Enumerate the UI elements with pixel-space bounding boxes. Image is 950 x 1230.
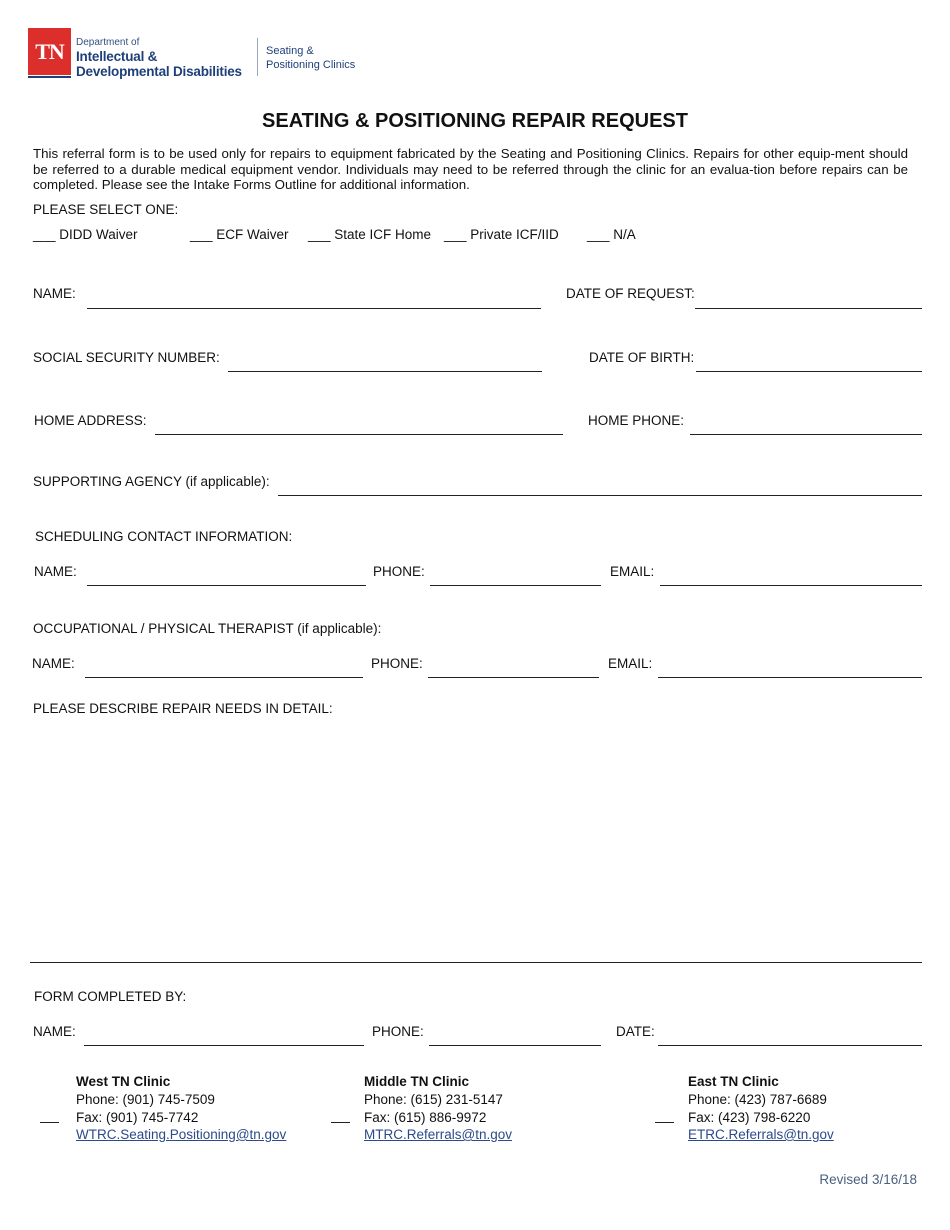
clinic-middle-name: Middle TN Clinic — [364, 1074, 470, 1089]
clinic-west-name: West TN Clinic — [76, 1074, 171, 1089]
logo-divider — [257, 38, 258, 76]
scheduling-name-label: NAME: — [34, 564, 77, 579]
completed-date-field[interactable] — [658, 1045, 922, 1046]
clinic-middle-email-link[interactable]: MTRC.Referrals@tn.gov — [364, 1127, 512, 1142]
home-address-label: HOME ADDRESS: — [34, 413, 147, 428]
department-label: Department of — [76, 37, 140, 48]
scheduling-email-label: EMAIL: — [610, 564, 655, 579]
scheduling-phone-field[interactable] — [430, 585, 601, 586]
clinic-east-name: East TN Clinic — [688, 1074, 779, 1089]
scheduling-contact-heading: SCHEDULING CONTACT INFORMATION: — [35, 529, 293, 544]
clinic-east-fax: Fax: (423) 798-6220 — [688, 1110, 811, 1125]
repair-needs-heading: PLEASE DESCRIBE REPAIR NEEDS IN DETAIL: — [33, 701, 333, 716]
clinic-west-email-link[interactable]: WTRC.Seating.Positioning@tn.gov — [76, 1127, 287, 1142]
therapist-email-field[interactable] — [658, 677, 922, 678]
home-address-field[interactable] — [155, 434, 563, 435]
name-label: NAME: — [33, 286, 76, 301]
revised-date: Revised 3/16/18 — [819, 1172, 917, 1187]
form-title: SEATING & POSITIONING REPAIR REQUEST — [262, 110, 688, 132]
ssn-label: SOCIAL SECURITY NUMBER: — [33, 350, 220, 365]
supporting-agency-label: SUPPORTING AGENCY (if applicable): — [33, 474, 270, 489]
scheduling-email-field[interactable] — [660, 585, 922, 586]
scheduling-name-field[interactable] — [87, 585, 366, 586]
select-one-label: PLEASE SELECT ONE: — [33, 202, 179, 217]
home-phone-label: HOME PHONE: — [588, 413, 685, 428]
clinic-east-checkmark-line[interactable] — [655, 1122, 674, 1123]
option-private-icf-iid[interactable]: ___ Private ICF/IID — [444, 227, 559, 242]
logo-underline — [28, 76, 71, 78]
date-of-birth-label: DATE OF BIRTH: — [589, 350, 695, 365]
tn-logo-badge: TN — [28, 28, 71, 75]
clinic-west-checkmark-line[interactable] — [40, 1122, 59, 1123]
clinic-east-email-link[interactable]: ETRC.Referrals@tn.gov — [688, 1127, 834, 1142]
department-name-line2: Developmental Disabilities — [76, 64, 242, 79]
therapist-email-label: EMAIL: — [608, 656, 653, 671]
repair-needs-bottom-line — [30, 962, 922, 963]
clinic-middle-fax: Fax: (615) 886-9972 — [364, 1110, 487, 1125]
completed-phone-field[interactable] — [429, 1045, 601, 1046]
therapist-heading: OCCUPATIONAL / PHYSICAL THERAPIST (if applicable): — [33, 621, 382, 636]
supporting-agency-field[interactable] — [278, 495, 922, 496]
clinic-west-fax: Fax: (901) 745-7742 — [76, 1110, 199, 1125]
clinic-name-line1: Seating & — [266, 45, 314, 57]
form-completed-by-heading: FORM COMPLETED BY: — [34, 989, 187, 1004]
clinic-west-phone: Phone: (901) 745-7509 — [76, 1092, 215, 1107]
option-didd-waiver[interactable]: ___ DIDD Waiver — [33, 227, 138, 242]
ssn-field[interactable] — [228, 371, 542, 372]
name-field[interactable] — [87, 308, 541, 309]
therapist-phone-label: PHONE: — [371, 656, 423, 671]
option-ecf-waiver[interactable]: ___ ECF Waiver — [190, 227, 289, 242]
completed-phone-label: PHONE: — [372, 1024, 424, 1039]
scheduling-phone-label: PHONE: — [373, 564, 425, 579]
therapist-phone-field[interactable] — [428, 677, 599, 678]
clinic-middle-checkmark-line[interactable] — [331, 1122, 350, 1123]
date-of-request-field[interactable] — [695, 308, 922, 309]
intro-paragraph: This referral form is to be used only for repairs to equipment fabricated by the Seating and Positioning Clinics. Repairs for other equip-ment should be referred to a durable medical equipment vendor. Individuals may need to be referred through the clinic for an evalua-tion before repairs can be completed. Please see the Intake Forms Outline for additional information. — [33, 146, 908, 192]
department-name-line1: Intellectual & — [76, 49, 158, 64]
completed-date-label: DATE: — [616, 1024, 655, 1039]
completed-name-label: NAME: — [33, 1024, 76, 1039]
repair-needs-area[interactable] — [30, 722, 922, 962]
date-of-request-label: DATE OF REQUEST: — [566, 286, 695, 301]
therapist-name-label: NAME: — [32, 656, 75, 671]
date-of-birth-field[interactable] — [696, 371, 922, 372]
home-phone-field[interactable] — [690, 434, 922, 435]
option-state-icf-home[interactable]: ___ State ICF Home — [308, 227, 432, 242]
therapist-name-field[interactable] — [85, 677, 363, 678]
option-na[interactable]: ___ N/A — [587, 227, 636, 242]
clinic-name-line2: Positioning Clinics — [266, 59, 356, 71]
completed-name-field[interactable] — [84, 1045, 364, 1046]
clinic-east-phone: Phone: (423) 787-6689 — [688, 1092, 827, 1107]
clinic-middle-phone: Phone: (615) 231-5147 — [364, 1092, 503, 1107]
